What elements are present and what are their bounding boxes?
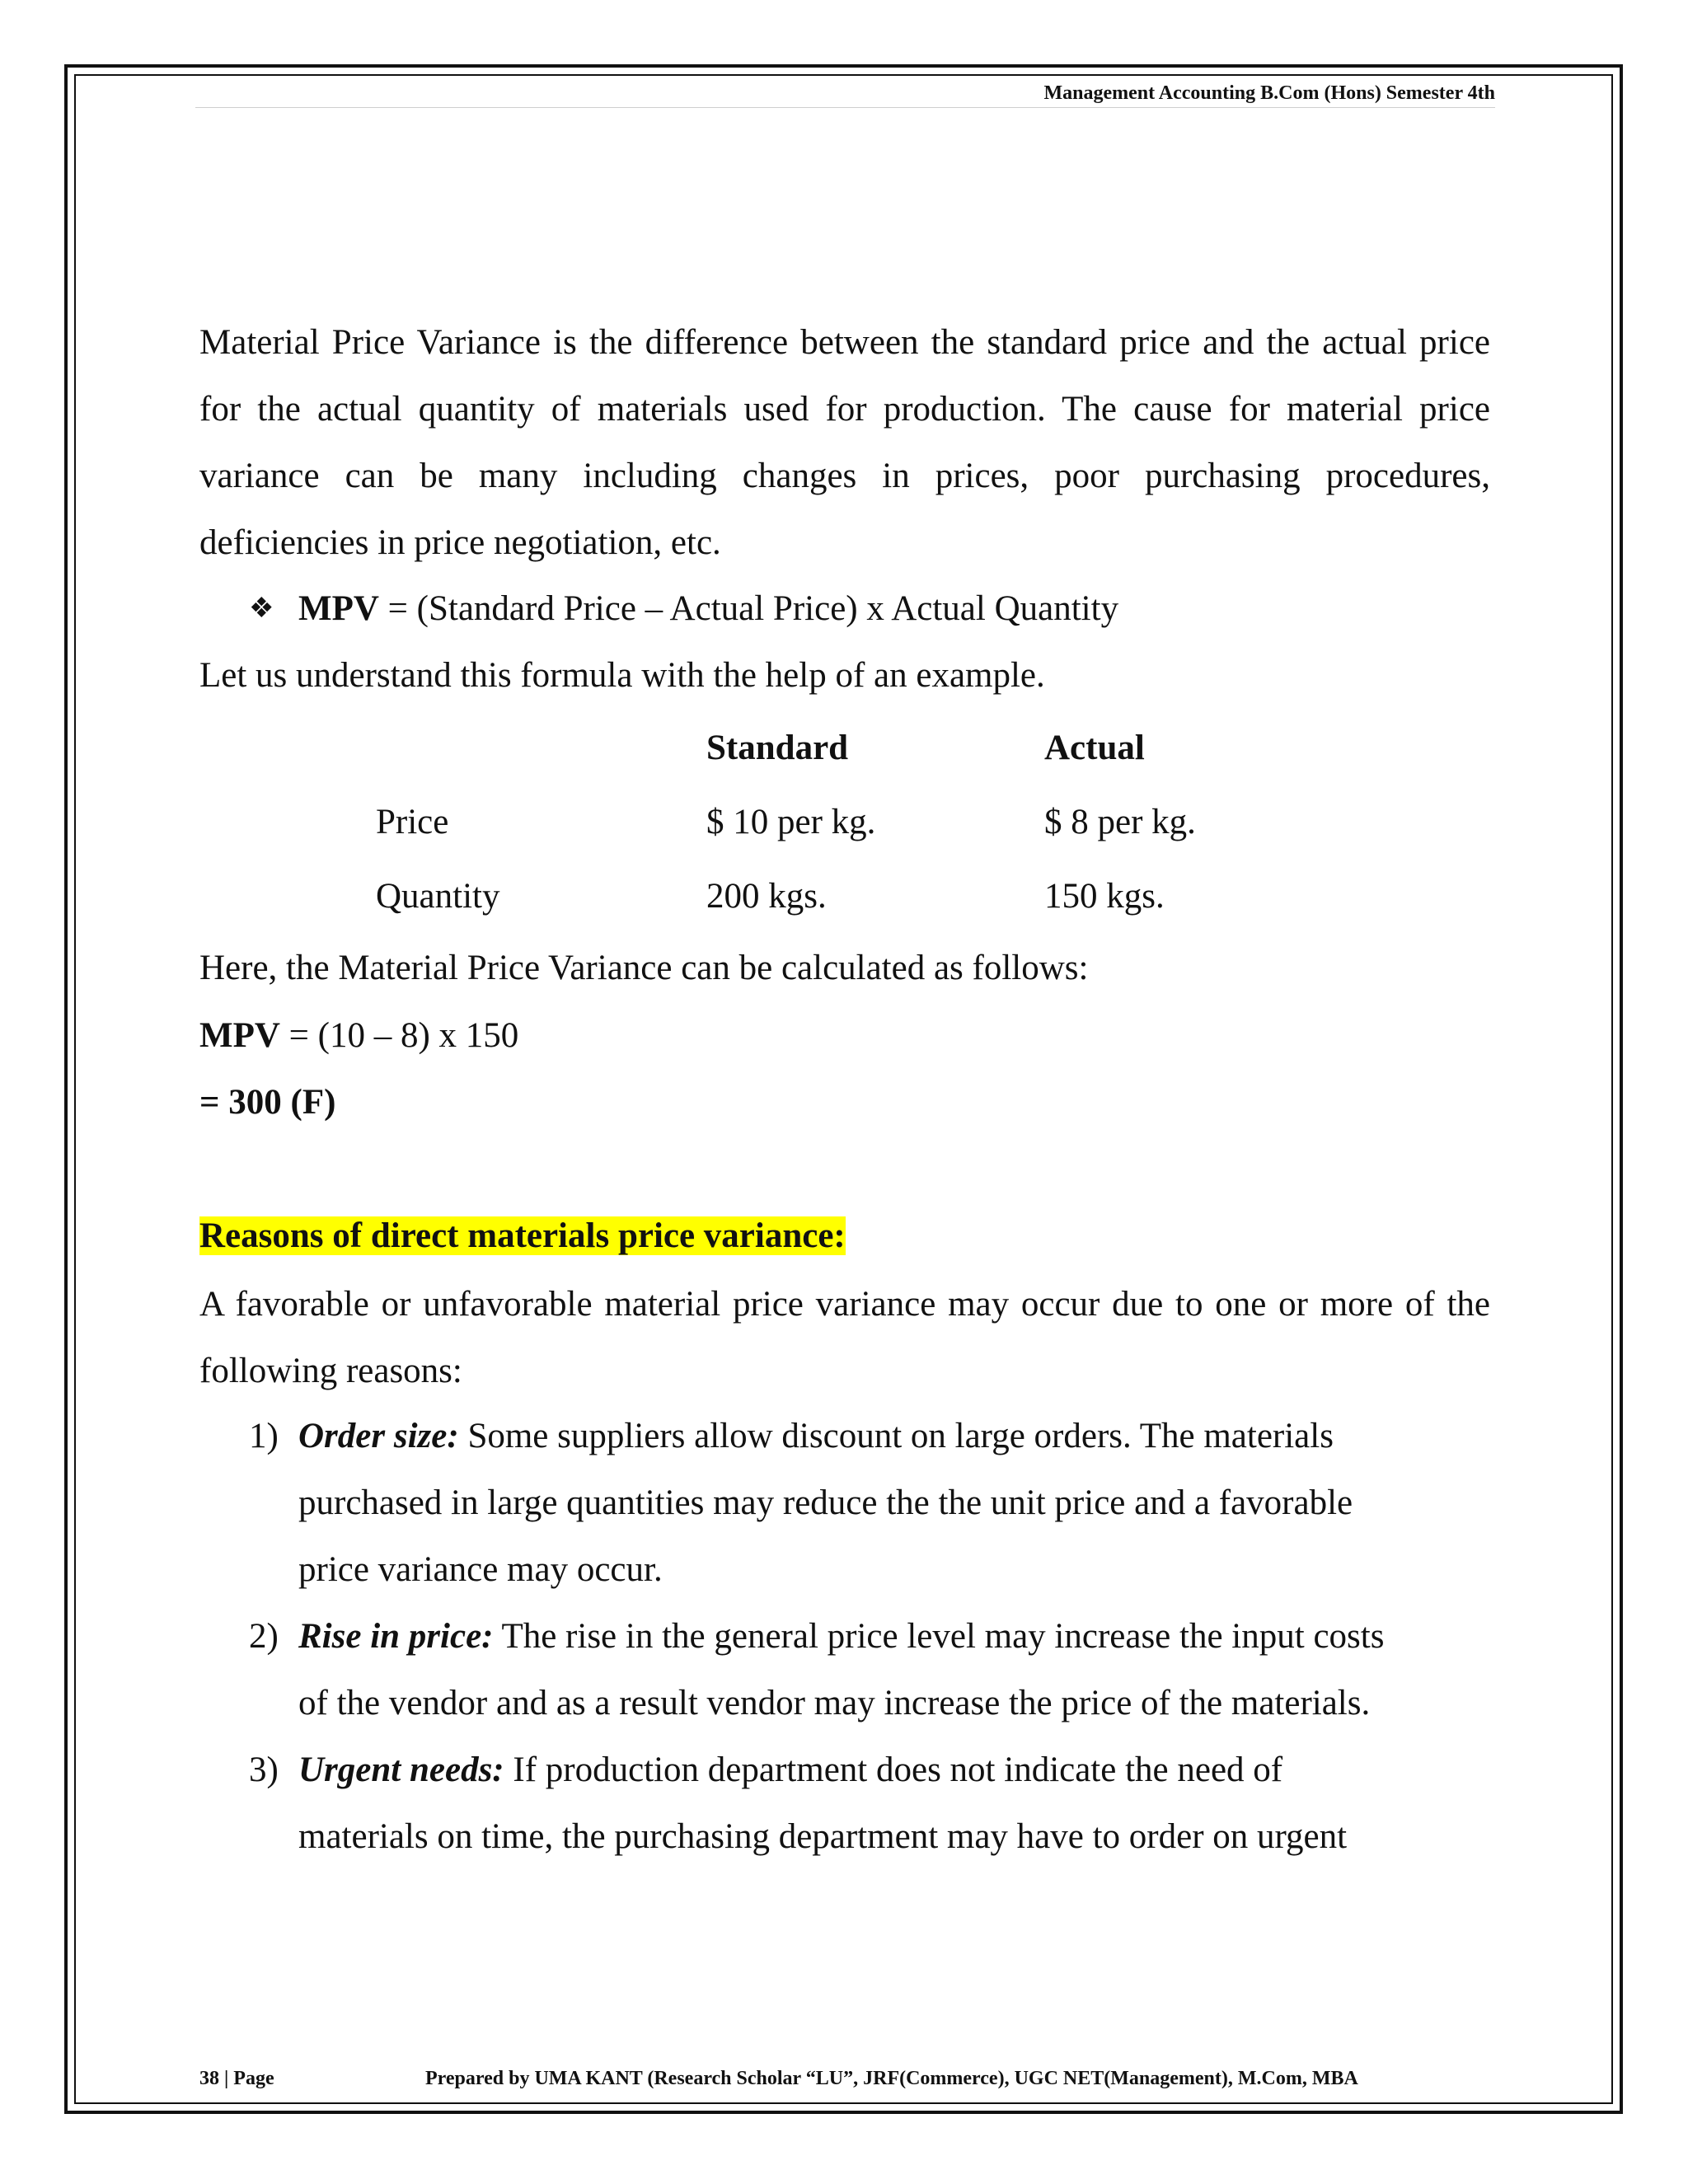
list-item: Order size: Some suppliers allow discount on large orders. The materials <box>298 1417 1334 1455</box>
list-item-continuation: price variance may occur. <box>298 1550 663 1589</box>
reasons-heading-text: Reasons of direct materials price variance: <box>199 1216 846 1255</box>
table-cell: $ 10 per kg. <box>706 803 876 841</box>
example-intro: Let us understand this formula with the help of an example. <box>199 656 1045 695</box>
table-header-actual: Actual <box>1044 729 1145 767</box>
diamond-bullet-icon: ❖ <box>249 593 274 624</box>
table-cell: $ 8 per kg. <box>1044 803 1196 841</box>
reasons-intro: A favorable or unfavorable material price variance may occur due to one or more of the following reasons: <box>199 1285 1490 1390</box>
calculation-expression: = (10 – 8) x 150 <box>279 1016 519 1055</box>
list-item-continuation: of the vendor and as a result vendor may increase the price of the materials. <box>298 1684 1371 1722</box>
table-cell: 150 kgs. <box>1044 877 1165 916</box>
table-header-standard: Standard <box>706 729 849 767</box>
formula-line <box>249 586 1118 632</box>
list-item-title: Rise in price: <box>298 1617 494 1656</box>
list-item-continuation: materials on time, the purchasing department may have to order on urgent <box>298 1817 1348 1856</box>
list-item-number: 2) <box>249 1617 279 1656</box>
list-item-number: 3) <box>249 1750 279 1789</box>
header-rule <box>195 107 1495 108</box>
table-cell: 200 kgs. <box>706 877 827 916</box>
list-item-continuation: purchased in large quantities may reduce the the unit price and a favorable <box>298 1483 1353 1522</box>
list-item-title: Urgent needs: <box>298 1750 504 1789</box>
reasons-heading <box>199 1213 846 1259</box>
running-header: Management Accounting B.Com (Hons) Semester 4th <box>1043 82 1495 104</box>
list-item-number: 1) <box>249 1417 279 1455</box>
list-item: Rise in price: The rise in the general price level may increase the input costs <box>298 1617 1385 1656</box>
calculation-intro: Here, the Material Price Variance can be calculated as follows: <box>199 949 1089 987</box>
formula-label: MPV <box>298 589 379 628</box>
calculation-result: = 300 (F) <box>199 1083 336 1122</box>
intro-paragraph: Material Price Variance is the difference between the standard price and the actual price for the actual quantity of materials used for production. The cause for material price variance can be many including changes in prices, poor purchasing procedures, deficiencies in price negotiation, etc. <box>199 323 1490 562</box>
formula-expression: = (Standard Price – Actual Price) x Actual Quantity <box>378 589 1119 628</box>
calculation-label: MPV <box>199 1016 280 1055</box>
list-item-title: Order size: <box>298 1417 459 1455</box>
list-item: Urgent needs: If production department does not indicate the need of <box>298 1750 1283 1789</box>
calculation-line <box>199 1013 518 1059</box>
page-number: 38 | Page <box>199 2068 274 2089</box>
table-row-label: Quantity <box>376 877 500 916</box>
footer-credit: Prepared by UMA KANT (Research Scholar “LU”, JRF(Commerce), UGC NET(Management), M.Com, MBA <box>425 2068 1358 2089</box>
table-row-label: Price <box>376 803 449 841</box>
